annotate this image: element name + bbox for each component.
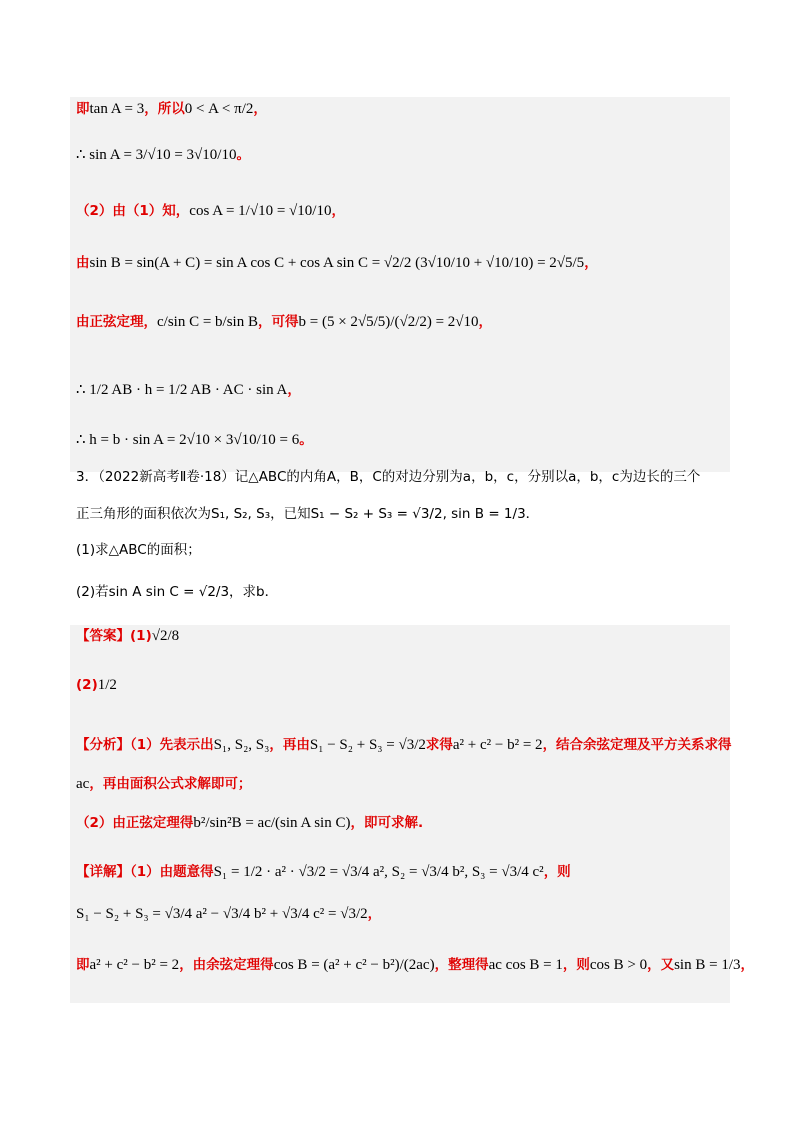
detail-sum-line [76, 907, 381, 922]
sin-a-line [76, 148, 250, 163]
label-text: 由正弦定理， [76, 314, 157, 330]
label-text: (2) [76, 677, 98, 693]
label-text: ，即可求解. [350, 815, 424, 831]
formula-text: cos B > 0 [589, 957, 648, 973]
label-text: 由 [76, 255, 90, 271]
formula-text: sin B = sin(A + C) = sin A cos C + cos A sin C = √2/2 (3√10/10 + √10/10) = 2√5/5 [89, 255, 585, 271]
detail-cosine-line [76, 958, 754, 973]
formula-text: ∴ h = b · sin A = 2√10 × 3√10/10 = 6 [76, 432, 300, 448]
law-of-sines-line [76, 315, 492, 330]
label-text: ， [478, 314, 493, 330]
label-text: ， [253, 101, 267, 117]
formula-text: b = (5 × 2√5/5)/(√2/2) = 2√10 [298, 314, 479, 330]
height-result-line [76, 433, 313, 448]
formula-text: ac [76, 776, 90, 792]
label-text: ，则 [543, 864, 571, 880]
tan-line [76, 102, 267, 117]
answer-part2-line [76, 678, 117, 693]
label-text: ，结合余弦定理及平方关系求得 [542, 737, 732, 753]
formula-text: S₁ − S₂ + S₃ = √3/4 a² − √3/4 b² + √3/4 c² = √3/2 [76, 906, 368, 922]
label-text: 求得 [425, 737, 453, 753]
label-text: ，整理得 [434, 957, 489, 973]
label-text: ， [740, 957, 754, 973]
question-stem-line [76, 471, 700, 485]
question-part2-line [76, 586, 278, 600]
formula-text: S₁ − S₂ + S₃ = √3/2 [309, 737, 426, 753]
formula-text: tan A = 3 [89, 101, 145, 117]
formula-text: 1/2 [97, 677, 117, 693]
label-text: ，则 [562, 957, 590, 973]
label-text: ，由余弦定理得 [179, 957, 274, 973]
label-text: 【分析】（1）先表示出 [76, 737, 214, 753]
formula-text: 正三角形的面积依次为S₁, S₂, S₃，已知S₁ − S₂ + S₃ = √3/2, sin B = 1/3． [76, 506, 540, 522]
label-text: 。 [236, 147, 250, 163]
formula-text: √2/8 [151, 628, 180, 644]
answer-line [76, 629, 179, 644]
formula-text: cos A = 1/√10 = √10/10 [189, 203, 332, 219]
label-text: ， [331, 203, 345, 219]
formula-text: S₁, S₂, S₃ [213, 737, 270, 753]
label-text: （2）由正弦定理得 [76, 815, 194, 831]
label-text: ， [287, 382, 301, 398]
label-text: 即 [76, 101, 90, 117]
label-text: 【答案】(1) [76, 628, 152, 644]
label-text: 【详解】（1）由题意得 [76, 864, 214, 880]
label-text: 。 [299, 432, 313, 448]
formula-text: sin B = 1/3 [674, 957, 741, 973]
label-text: ， [584, 255, 598, 271]
formula-text: 0 < A < π/2 [184, 101, 254, 117]
label-text: ，再由面积公式求解即可； [89, 776, 252, 792]
formula-text: ac cos B = 1 [488, 957, 563, 973]
formula-text: (2)若sin A sin C = √2/3，求b． [76, 584, 279, 600]
formula-text: ∴ 1/2 AB · h = 1/2 AB · AC · sin A [76, 382, 288, 398]
formula-text: ∴ sin A = 3/√10 = 3√10/10 [76, 147, 237, 163]
formula-text: (1)求△ABC的面积； [76, 542, 201, 558]
formula-text: 3．（2022新高考Ⅱ卷·18）记△ABC的内角A，B，C的对边分别为a，b，c，分别以a，b，c为边长的三个 [76, 469, 701, 485]
question-condition-line [76, 508, 539, 522]
label-text: ， [367, 906, 382, 922]
question-part1-line [76, 544, 201, 558]
sin-b-line [76, 256, 598, 271]
label-text: ，所以 [144, 101, 185, 117]
formula-text: cos B = (a² + c² − b²)/(2ac) [273, 957, 435, 973]
detail-line [76, 865, 571, 880]
analysis-part2-line [76, 816, 423, 831]
cos-a-line [76, 204, 345, 219]
label-text: 即 [76, 957, 90, 973]
formula-text: a² + c² − b² = 2 [452, 737, 543, 753]
formula-text: b²/sin²B = ac/(sin A sin C) [193, 815, 351, 831]
analysis-continued-line [76, 777, 251, 792]
analysis-line [76, 738, 732, 753]
label-text: ，再由 [269, 737, 310, 753]
formula-text: a² + c² − b² = 2 [89, 957, 180, 973]
formula-text: c/sin C = b/sin B [157, 314, 258, 330]
solution-panel-bottom [70, 625, 730, 1003]
label-text: ，可得 [257, 314, 299, 330]
area-equation-line [76, 383, 301, 398]
label-text: ，又 [647, 957, 675, 973]
label-text: （2）由（1）知， [76, 203, 190, 219]
formula-text: S₁ = 1/2 · a² · √3/2 = √3/4 a², S₂ = √3/4 b², S₃ = √3/4 c² [213, 864, 544, 880]
